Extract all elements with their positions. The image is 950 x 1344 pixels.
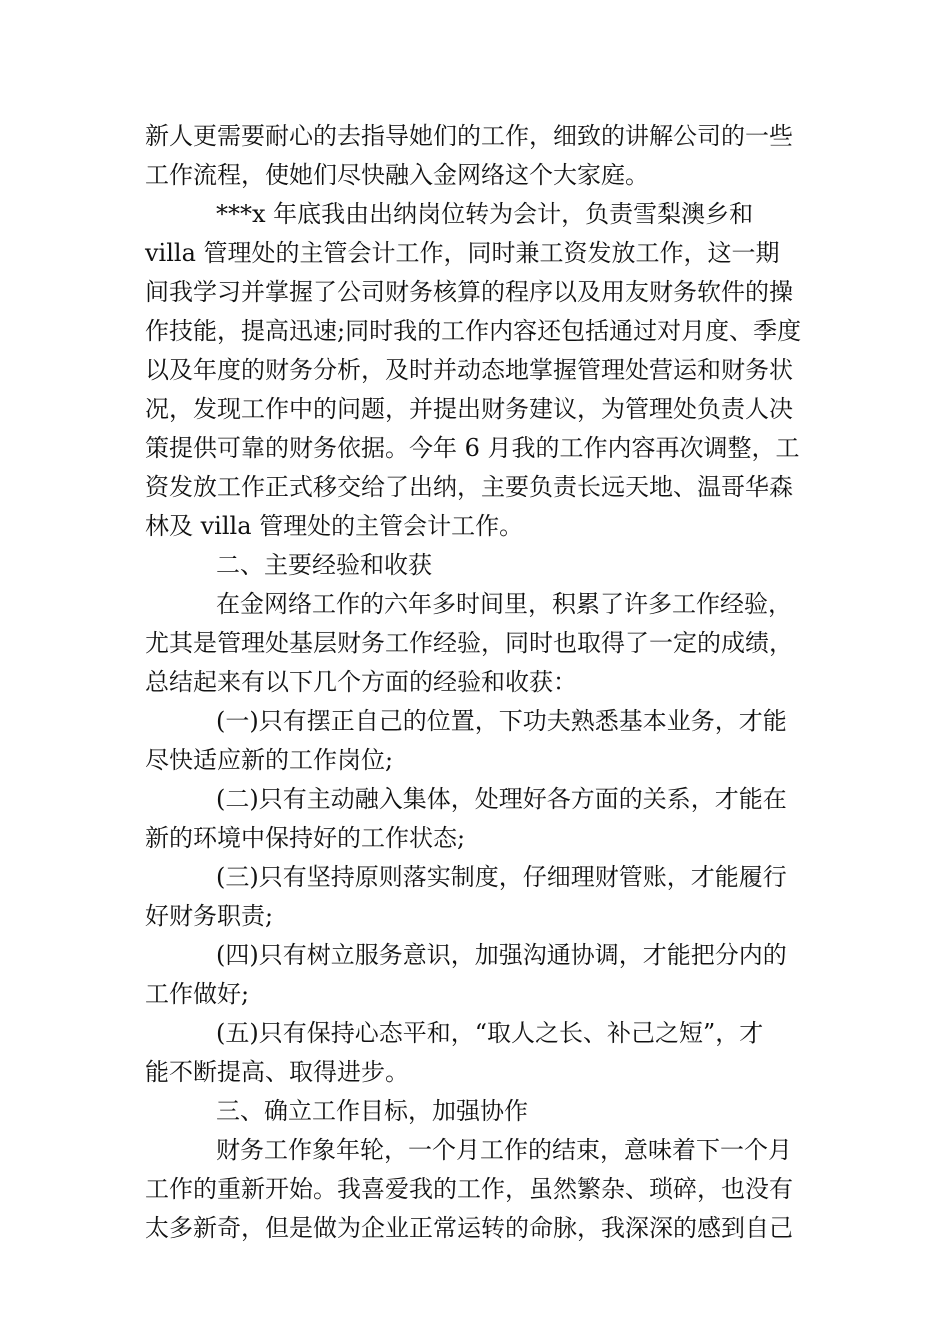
list-item: (五)只有保持心态平和，“取人之长、补己之短”，才: [216, 1019, 764, 1047]
text-line: 况，发现工作中的问题，并提出财务建议，为管理处负责人决: [145, 395, 793, 423]
text-line: 尽快适应新的工作岗位;: [145, 746, 394, 774]
text-line: 总结起来有以下几个方面的经验和收获：: [145, 668, 577, 696]
text-line: 资发放工作正式移交给了出纳，主要负责长远天地、温哥华森: [145, 473, 793, 501]
text-line: 太多新奇，但是做为企业正常运转的命脉，我深深的感到自己: [145, 1214, 793, 1242]
text-line: 间我学习并掌握了公司财务核算的程序以及用友财务软件的操: [145, 278, 793, 306]
list-item: (一)只有摆正自己的位置，下功夫熟悉基本业务，才能: [216, 707, 787, 735]
text-line: 新的环境中保持好的工作状态;: [145, 824, 466, 852]
text-line: 尤其是管理处基层财务工作经验，同时也取得了一定的成绩，: [145, 629, 793, 657]
text-line: 在金网络工作的六年多时间里，积累了许多工作经验，: [216, 590, 792, 618]
text-line: 能不断提高、取得进步。: [145, 1058, 409, 1086]
text-line: 林及 villa 管理处的主管会计工作。: [145, 512, 524, 540]
list-item: (二)只有主动融入集体，处理好各方面的关系，才能在: [216, 785, 787, 813]
text-line: 策提供可靠的财务依据。今年 6 月我的工作内容再次调整，工: [145, 434, 800, 462]
document-body: [145, 117, 805, 1248]
text-line: 作技能，提高迅速;同时我的工作内容还包括通过对月度、季度: [145, 317, 802, 345]
list-item: (三)只有坚持原则落实制度，仔细理财管账，才能履行: [216, 863, 787, 891]
text-line: 新人更需要耐心的去指导她们的工作，细致的讲解公司的一些: [145, 122, 793, 150]
text-line: ***x 年底我由出纳岗位转为会计，负责雪梨澳乡和: [216, 200, 754, 228]
text-line: 工作流程，使她们尽快融入金网络这个大家庭。: [145, 161, 649, 189]
text-line: 好财务职责;: [145, 902, 274, 930]
section-heading: 二、主要经验和收获: [216, 551, 432, 579]
text-line: 工作的重新开始。我喜爱我的工作，虽然繁杂、琐碎，也没有: [145, 1175, 793, 1203]
text-line: 财务工作象年轮，一个月工作的结束，意味着下一个月: [216, 1136, 792, 1164]
list-item: (四)只有树立服务意识，加强沟通协调，才能把分内的: [216, 941, 787, 969]
text-line: 工作做好;: [145, 980, 250, 1008]
text-line: 以及年度的财务分析，及时并动态地掌握管理处营运和财务状: [145, 356, 793, 384]
section-heading: 三、确立工作目标，加强协作: [216, 1097, 528, 1125]
text-line: villa 管理处的主管会计工作，同时兼工资发放工作，这一期: [145, 239, 780, 267]
